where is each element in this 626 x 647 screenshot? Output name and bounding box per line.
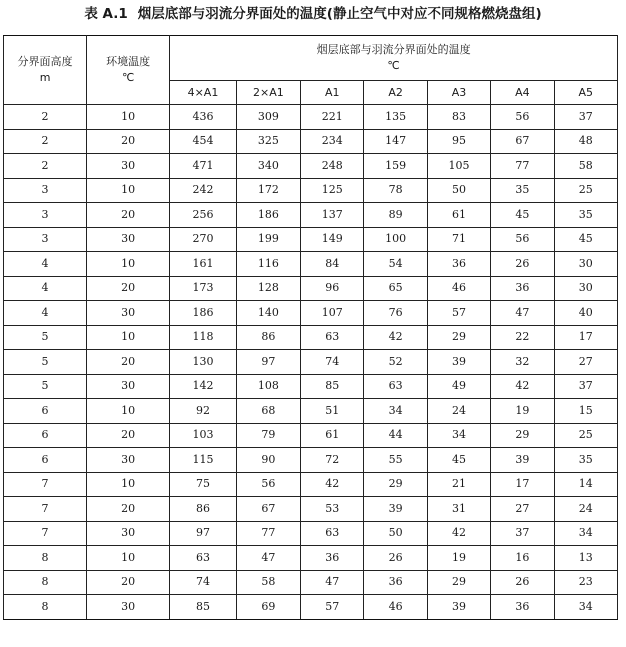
header-ambient-unit: ℃ <box>121 71 135 84</box>
temperature-cell: 96 <box>301 276 364 301</box>
temperature-cell: 57 <box>427 301 490 326</box>
temperature-cell: 42 <box>364 325 427 350</box>
temperature-cell: 471 <box>170 154 236 179</box>
temperature-cell: 74 <box>170 570 236 595</box>
ambient-temp-cell: 10 <box>87 105 170 130</box>
ambient-temp-cell: 20 <box>87 423 170 448</box>
temperature-cell: 270 <box>170 227 236 252</box>
temperature-cell: 95 <box>427 129 490 154</box>
header-temp-group-label: 烟层底部与羽流分界面处的温度 <box>316 43 471 56</box>
height-cell: 3 <box>4 178 87 203</box>
temperature-cell: 13 <box>554 546 617 571</box>
table-row <box>4 521 618 546</box>
temperature-cell: 37 <box>491 521 554 546</box>
temperature-cell: 63 <box>364 374 427 399</box>
temperature-cell: 135 <box>364 105 427 130</box>
temperature-cell: 53 <box>301 497 364 522</box>
temperature-cell: 19 <box>491 399 554 424</box>
header-height-unit: m <box>39 71 51 84</box>
column-header: 2×A1 <box>236 81 300 105</box>
header-ambient-label: 环境温度 <box>106 55 151 68</box>
temperature-cell: 23 <box>554 570 617 595</box>
temperature-cell: 256 <box>170 203 236 228</box>
ambient-temp-cell: 10 <box>87 178 170 203</box>
temperature-cell: 46 <box>427 276 490 301</box>
temperature-cell: 36 <box>427 252 490 277</box>
temperature-cell: 52 <box>364 350 427 375</box>
temperature-cell: 137 <box>301 203 364 228</box>
temperature-cell: 42 <box>491 374 554 399</box>
temperature-cell: 39 <box>364 497 427 522</box>
temperature-cell: 118 <box>170 325 236 350</box>
temperature-cell: 19 <box>427 546 490 571</box>
temperature-cell: 186 <box>236 203 300 228</box>
temperature-cell: 63 <box>301 521 364 546</box>
temperature-cell: 32 <box>491 350 554 375</box>
temperature-cell: 61 <box>427 203 490 228</box>
temperature-cell: 140 <box>236 301 300 326</box>
temperature-cell: 173 <box>170 276 236 301</box>
temperature-cell: 56 <box>491 105 554 130</box>
temperature-cell: 50 <box>364 521 427 546</box>
temperature-cell: 142 <box>170 374 236 399</box>
temperature-cell: 42 <box>301 472 364 497</box>
temperature-cell: 63 <box>301 325 364 350</box>
temperature-cell: 86 <box>236 325 300 350</box>
temperature-cell: 36 <box>301 546 364 571</box>
header-temp-group-unit: ℃ <box>387 59 400 72</box>
temperature-cell: 24 <box>427 399 490 424</box>
temperature-cell: 49 <box>427 374 490 399</box>
ambient-temp-cell: 30 <box>87 374 170 399</box>
ambient-temp-cell: 30 <box>87 154 170 179</box>
table-row <box>4 350 618 375</box>
temperature-cell: 29 <box>491 423 554 448</box>
temperature-cell: 78 <box>364 178 427 203</box>
temperature-cell: 55 <box>364 448 427 473</box>
temperature-cell: 108 <box>236 374 300 399</box>
temperature-table <box>3 35 618 620</box>
height-cell: 4 <box>4 276 87 301</box>
temperature-cell: 46 <box>364 595 427 620</box>
temperature-cell: 159 <box>364 154 427 179</box>
temperature-cell: 40 <box>554 301 617 326</box>
column-header: 4×A1 <box>170 81 236 105</box>
temperature-cell: 34 <box>554 521 617 546</box>
header-height-label: 分界面高度 <box>17 55 73 68</box>
height-cell: 8 <box>4 595 87 620</box>
ambient-temp-cell: 20 <box>87 570 170 595</box>
temperature-cell: 90 <box>236 448 300 473</box>
temperature-cell: 340 <box>236 154 300 179</box>
temperature-cell: 72 <box>301 448 364 473</box>
temperature-cell: 71 <box>427 227 490 252</box>
temperature-cell: 100 <box>364 227 427 252</box>
temperature-cell: 45 <box>427 448 490 473</box>
table-row <box>4 105 618 130</box>
table-row <box>4 374 618 399</box>
temperature-cell: 74 <box>301 350 364 375</box>
temperature-cell: 14 <box>554 472 617 497</box>
temperature-cell: 51 <box>301 399 364 424</box>
table-row <box>4 301 618 326</box>
column-header: A3 <box>427 81 490 105</box>
temperature-cell: 39 <box>427 350 490 375</box>
height-cell: 5 <box>4 325 87 350</box>
height-cell: 6 <box>4 399 87 424</box>
table-number: 表 A.1 <box>84 6 128 22</box>
temperature-cell: 34 <box>364 399 427 424</box>
header-temp-group <box>170 36 618 81</box>
height-cell: 6 <box>4 423 87 448</box>
temperature-cell: 63 <box>170 546 236 571</box>
table-row <box>4 129 618 154</box>
temperature-cell: 221 <box>301 105 364 130</box>
temperature-cell: 77 <box>236 521 300 546</box>
ambient-temp-cell: 10 <box>87 325 170 350</box>
temperature-cell: 56 <box>236 472 300 497</box>
temperature-cell: 30 <box>554 276 617 301</box>
temperature-cell: 325 <box>236 129 300 154</box>
temperature-cell: 44 <box>364 423 427 448</box>
temperature-cell: 67 <box>491 129 554 154</box>
temperature-cell: 103 <box>170 423 236 448</box>
table-row <box>4 399 618 424</box>
height-cell: 4 <box>4 301 87 326</box>
temperature-cell: 26 <box>491 252 554 277</box>
temperature-cell: 36 <box>491 276 554 301</box>
header-ambient <box>87 36 170 105</box>
temperature-cell: 39 <box>427 595 490 620</box>
height-cell: 2 <box>4 129 87 154</box>
ambient-temp-cell: 20 <box>87 350 170 375</box>
table-row <box>4 154 618 179</box>
temperature-cell: 16 <box>491 546 554 571</box>
height-cell: 4 <box>4 252 87 277</box>
table-row <box>4 325 618 350</box>
temperature-cell: 85 <box>170 595 236 620</box>
temperature-cell: 89 <box>364 203 427 228</box>
temperature-cell: 50 <box>427 178 490 203</box>
temperature-cell: 47 <box>301 570 364 595</box>
table-caption <box>0 3 626 25</box>
temperature-cell: 161 <box>170 252 236 277</box>
temperature-cell: 79 <box>236 423 300 448</box>
temperature-cell: 77 <box>491 154 554 179</box>
temperature-cell: 22 <box>491 325 554 350</box>
temperature-cell: 97 <box>236 350 300 375</box>
height-cell: 6 <box>4 448 87 473</box>
temperature-cell: 36 <box>364 570 427 595</box>
temperature-cell: 130 <box>170 350 236 375</box>
temperature-cell: 248 <box>301 154 364 179</box>
temperature-cell: 31 <box>427 497 490 522</box>
height-cell: 2 <box>4 154 87 179</box>
ambient-temp-cell: 10 <box>87 546 170 571</box>
ambient-temp-cell: 30 <box>87 448 170 473</box>
temperature-cell: 65 <box>364 276 427 301</box>
header-height <box>4 36 87 105</box>
temperature-cell: 26 <box>491 570 554 595</box>
temperature-cell: 29 <box>427 570 490 595</box>
temperature-cell: 128 <box>236 276 300 301</box>
temperature-cell: 24 <box>554 497 617 522</box>
temperature-cell: 25 <box>554 423 617 448</box>
temperature-cell: 242 <box>170 178 236 203</box>
temperature-cell: 29 <box>427 325 490 350</box>
column-header: A1 <box>301 81 364 105</box>
temperature-cell: 56 <box>491 227 554 252</box>
height-cell: 3 <box>4 227 87 252</box>
table-row <box>4 276 618 301</box>
temperature-cell: 15 <box>554 399 617 424</box>
table-row <box>4 497 618 522</box>
temperature-cell: 26 <box>364 546 427 571</box>
temperature-cell: 21 <box>427 472 490 497</box>
temperature-cell: 45 <box>491 203 554 228</box>
table-row <box>4 595 618 620</box>
header-row-1 <box>4 36 618 81</box>
temperature-cell: 454 <box>170 129 236 154</box>
table-row <box>4 178 618 203</box>
temperature-cell: 35 <box>554 448 617 473</box>
ambient-temp-cell: 20 <box>87 129 170 154</box>
temperature-cell: 116 <box>236 252 300 277</box>
temperature-cell: 436 <box>170 105 236 130</box>
temperature-cell: 68 <box>236 399 300 424</box>
table-row <box>4 423 618 448</box>
temperature-cell: 97 <box>170 521 236 546</box>
temperature-cell: 84 <box>301 252 364 277</box>
temperature-cell: 42 <box>427 521 490 546</box>
temperature-cell: 58 <box>236 570 300 595</box>
temperature-cell: 47 <box>236 546 300 571</box>
column-header: A5 <box>554 81 617 105</box>
table-row <box>4 227 618 252</box>
temperature-cell: 58 <box>554 154 617 179</box>
temperature-cell: 199 <box>236 227 300 252</box>
temperature-cell: 86 <box>170 497 236 522</box>
height-cell: 5 <box>4 350 87 375</box>
ambient-temp-cell: 10 <box>87 472 170 497</box>
column-header: A2 <box>364 81 427 105</box>
temperature-cell: 85 <box>301 374 364 399</box>
ambient-temp-cell: 20 <box>87 497 170 522</box>
temperature-cell: 67 <box>236 497 300 522</box>
column-header: A4 <box>491 81 554 105</box>
temperature-cell: 149 <box>301 227 364 252</box>
temperature-cell: 54 <box>364 252 427 277</box>
temperature-cell: 34 <box>427 423 490 448</box>
temperature-cell: 34 <box>554 595 617 620</box>
height-cell: 2 <box>4 105 87 130</box>
temperature-cell: 186 <box>170 301 236 326</box>
ambient-temp-cell: 20 <box>87 203 170 228</box>
ambient-temp-cell: 10 <box>87 399 170 424</box>
temperature-cell: 57 <box>301 595 364 620</box>
table-row <box>4 570 618 595</box>
temperature-cell: 234 <box>301 129 364 154</box>
temperature-cell: 105 <box>427 154 490 179</box>
ambient-temp-cell: 30 <box>87 301 170 326</box>
table-row <box>4 448 618 473</box>
temperature-cell: 29 <box>364 472 427 497</box>
temperature-cell: 147 <box>364 129 427 154</box>
height-cell: 8 <box>4 570 87 595</box>
temperature-cell: 17 <box>491 472 554 497</box>
ambient-temp-cell: 10 <box>87 252 170 277</box>
temperature-cell: 27 <box>554 350 617 375</box>
temperature-cell: 35 <box>554 203 617 228</box>
height-cell: 8 <box>4 546 87 571</box>
temperature-cell: 125 <box>301 178 364 203</box>
temperature-cell: 39 <box>491 448 554 473</box>
table-row <box>4 203 618 228</box>
temperature-cell: 17 <box>554 325 617 350</box>
temperature-cell: 61 <box>301 423 364 448</box>
temperature-cell: 92 <box>170 399 236 424</box>
ambient-temp-cell: 20 <box>87 276 170 301</box>
height-cell: 7 <box>4 521 87 546</box>
height-cell: 3 <box>4 203 87 228</box>
table-body <box>4 105 618 620</box>
temperature-cell: 37 <box>554 374 617 399</box>
temperature-cell: 75 <box>170 472 236 497</box>
ambient-temp-cell: 30 <box>87 595 170 620</box>
temperature-cell: 76 <box>364 301 427 326</box>
temperature-cell: 25 <box>554 178 617 203</box>
temperature-cell: 309 <box>236 105 300 130</box>
temperature-cell: 83 <box>427 105 490 130</box>
temperature-cell: 107 <box>301 301 364 326</box>
temperature-cell: 69 <box>236 595 300 620</box>
table-row <box>4 546 618 571</box>
temperature-cell: 37 <box>554 105 617 130</box>
temperature-cell: 35 <box>491 178 554 203</box>
height-cell: 7 <box>4 497 87 522</box>
table-row <box>4 252 618 277</box>
temperature-cell: 115 <box>170 448 236 473</box>
table-row <box>4 472 618 497</box>
temperature-cell: 47 <box>491 301 554 326</box>
height-cell: 5 <box>4 374 87 399</box>
temperature-cell: 48 <box>554 129 617 154</box>
ambient-temp-cell: 30 <box>87 227 170 252</box>
ambient-temp-cell: 30 <box>87 521 170 546</box>
height-cell: 7 <box>4 472 87 497</box>
temperature-cell: 45 <box>554 227 617 252</box>
temperature-cell: 36 <box>491 595 554 620</box>
table-title: 烟层底部与羽流分界面处的温度(静止空气中对应不同规格燃烧盘组) <box>137 6 542 22</box>
temperature-cell: 172 <box>236 178 300 203</box>
temperature-cell: 30 <box>554 252 617 277</box>
temperature-cell: 27 <box>491 497 554 522</box>
